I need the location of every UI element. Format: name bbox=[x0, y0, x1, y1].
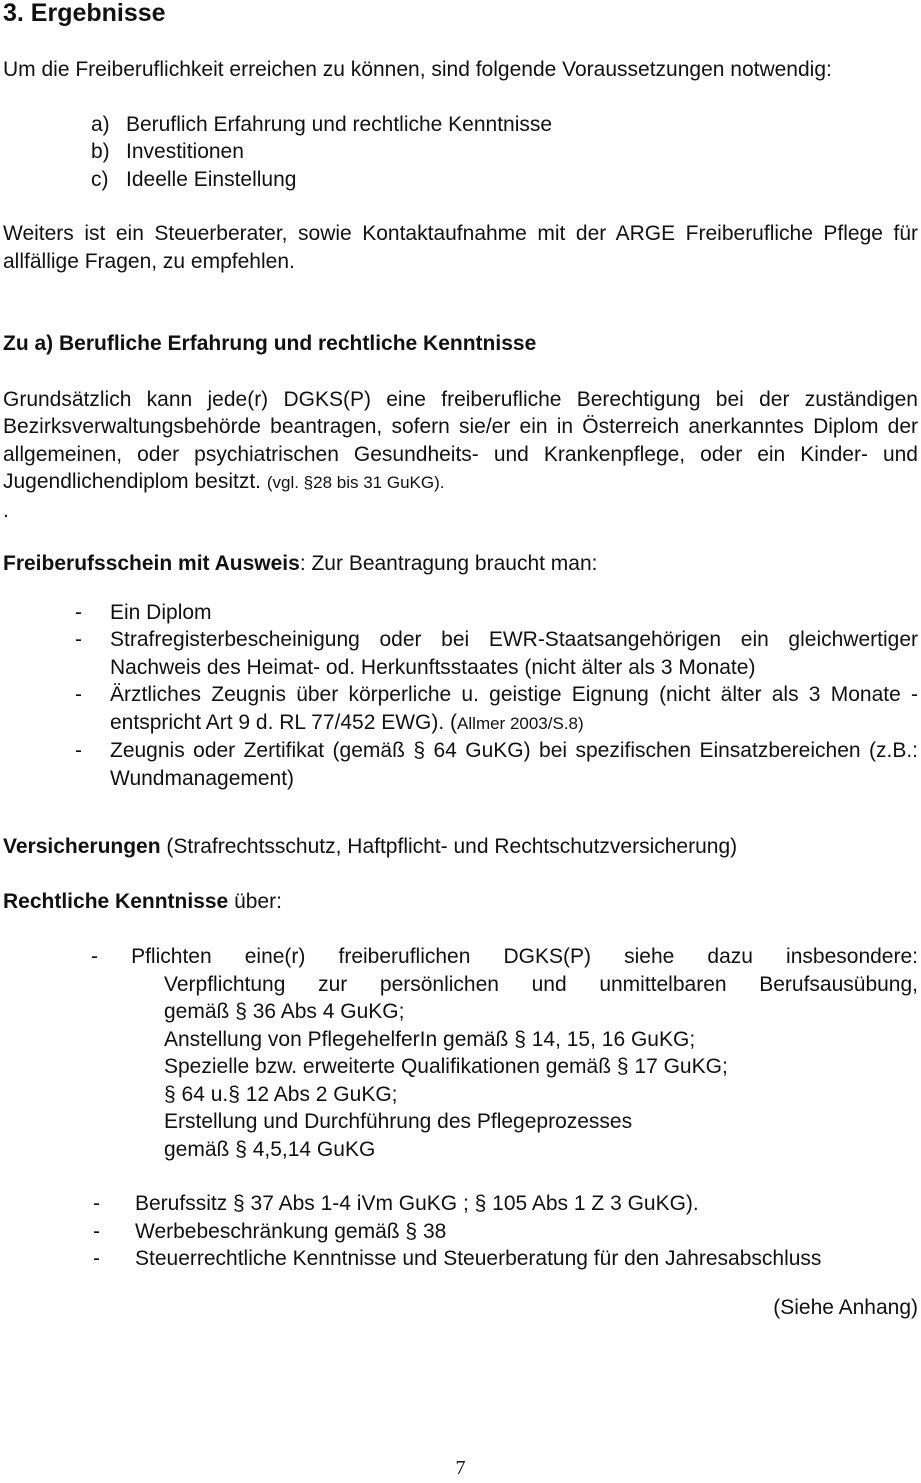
citation: (vgl. §28 bis 31 GuKG). bbox=[266, 473, 445, 492]
list-item: - Berufssitz § 37 Abs 1-4 iVm GuKG ; § 105 Abs 1 Z 3 GuKG). bbox=[93, 1192, 699, 1215]
duties-line: Spezielle bzw. erweiterte Qualifikationen gemäß § 17 GuKG; bbox=[164, 1055, 728, 1078]
document-page bbox=[3, 0, 918, 1342]
list-item: - Steuerrechtliche Kenntnisse und Steuerberatung für den Jahresabschluss bbox=[93, 1247, 822, 1270]
duties-line: Erstellung und Durchführung des Pflegeprozesses bbox=[164, 1110, 633, 1133]
prerequisite-list bbox=[3, 111, 918, 194]
insurance-label: Versicherungen bbox=[3, 835, 161, 858]
duties-lead: - Pflichten eine(r) freiberuflichen DGKS(P) siehe dazu insbesondere: bbox=[91, 945, 918, 968]
legal-topics-list bbox=[3, 1190, 918, 1273]
license-paragraph: Freiberufsschein mit Ausweis: Zur Beantragung braucht man: bbox=[3, 552, 598, 575]
list-item: - Strafregisterbescheinigung oder bei EWR-Staatsangehörigen ein gleichwertiger Nachweis des Heimat- od. Herkunftsstaates (nicht älter als 3 Monate) bbox=[75, 628, 918, 679]
insurance-paragraph: Versicherungen (Strafrechtsschutz, Haftpflicht- und Rechtschutzversicherung) bbox=[3, 835, 738, 858]
license-requirements-list bbox=[3, 599, 918, 793]
citation: Allmer 2003/S.8) bbox=[457, 713, 584, 733]
list-item: - Werbebeschränkung gemäß § 38 bbox=[93, 1219, 447, 1243]
list-item: - Ein Diplom bbox=[75, 600, 212, 624]
list-item: c) Ideelle Einstellung bbox=[91, 167, 297, 191]
list-item: - Ärztliches Zeugnis über körperliche u. geistige Eignung (nicht älter als 3 Monate -entspricht Art 9 d. RL 77/452 EWG). (Allmer 2003/S.8) bbox=[75, 683, 918, 734]
license-label: Freiberufsschein mit Ausweis bbox=[3, 552, 300, 575]
duties-line: Verpflichtung zur persönlichen und unmittelbaren Berufsausübung, bbox=[164, 972, 918, 996]
duties-line: gemäß § 36 Abs 4 GuKG; bbox=[164, 1000, 405, 1023]
advice-paragraph: Weiters ist ein Steuerberater, sowie Kontaktaufnahme mit der ARGE Freiberufliche Pflege für allfällige Fragen, zu empfehlen. bbox=[3, 222, 918, 273]
list-item: - Zeugnis oder Zertifikat (gemäß § 64 GuKG) bei spezifischen Einsatzbereichen (z.B.: Wundmanagement) bbox=[75, 739, 918, 790]
duties-line: gemäß § 4,5,14 GuKG bbox=[164, 1137, 376, 1161]
duties-line: Anstellung von PflegehelferIn gemäß § 14, 15, 16 GuKG; bbox=[164, 1027, 696, 1051]
duties-line: § 64 u.§ 12 Abs 2 GuKG; bbox=[164, 1082, 398, 1106]
subsection-title: Zu a) Berufliche Erfahrung und rechtliche Kenntnisse bbox=[3, 332, 537, 355]
page-number: 7 bbox=[455, 1457, 466, 1479]
list-item: a) Beruflich Erfahrung und rechtliche Kenntnisse bbox=[91, 112, 553, 136]
section-heading: 3. Ergebnisse bbox=[3, 0, 166, 27]
intro-paragraph: Um die Freiberuflichkeit erreichen zu können, sind folgende Voraussetzungen notwendig: bbox=[3, 58, 832, 81]
section-a-paragraph: Grundsätzlich kann jede(r) DGKS(P) eine freiberufliche Berechtigung bei der zuständigen Bezirksverwaltungsbehörde beantragen, sofern sie/er ein in Österreich anerkanntes Diplom der allgemeinen, oder psychiatrischen Gesundheits- und Krankenpflege, oder ein Kinder- und Jugendlichendiplom besitzt. (vgl. §28 bis 31 GuKG). . bbox=[3, 387, 918, 522]
list-item: b) Investitionen bbox=[91, 140, 244, 163]
legal-paragraph: Rechtliche Kenntnisse über: bbox=[3, 889, 282, 913]
appendix-note: (Siehe Anhang) bbox=[773, 1295, 918, 1319]
legal-label: Rechtliche Kenntnisse bbox=[3, 889, 229, 913]
